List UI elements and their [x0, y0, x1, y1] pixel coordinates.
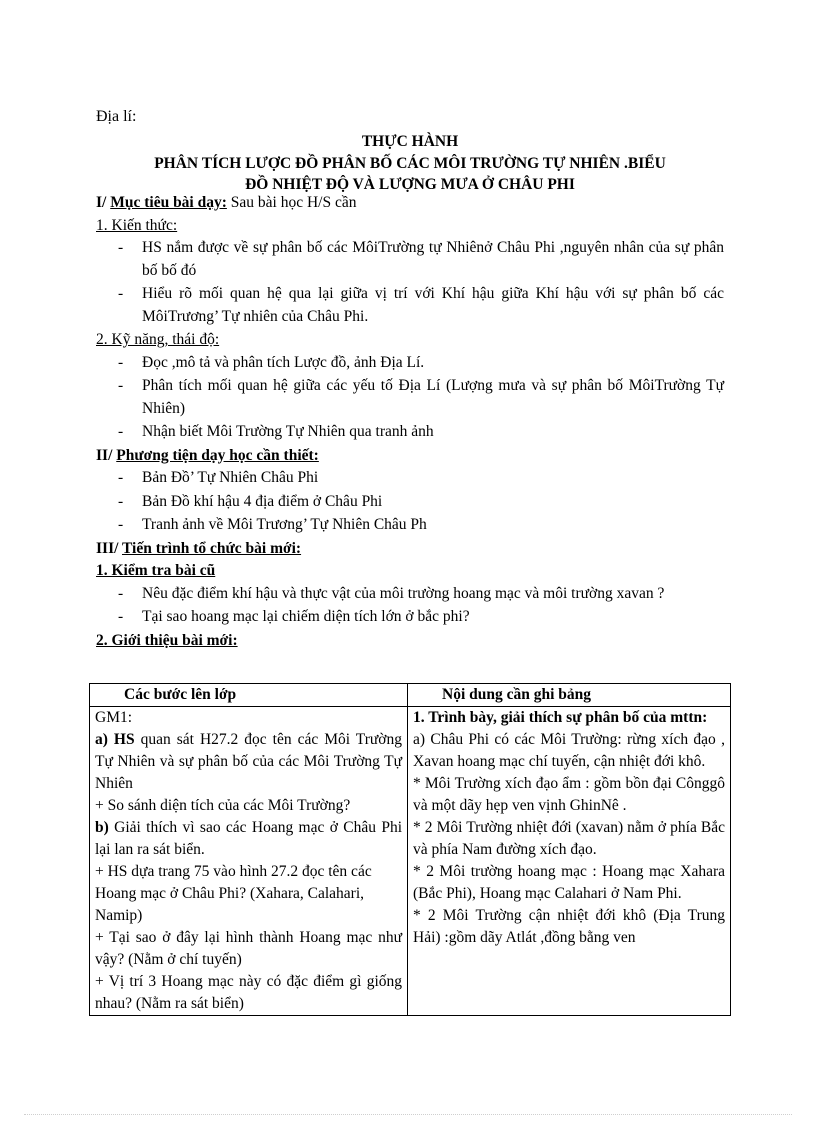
review-heading: 1. Kiểm tra bài cũ [96, 562, 216, 579]
knowledge-list [96, 237, 724, 328]
subject-label: Địa lí: [96, 108, 137, 125]
list-item: - Phân tích mối quan hệ giữa các yếu tố Địa Lí (Lượng mưa và sự phân bố MôiTrường Tự Nhiên) [118, 377, 724, 417]
intro-heading: 2. Giới thiệu bài mới: [96, 631, 238, 649]
lesson-content [96, 192, 724, 652]
section-1-heading [96, 192, 724, 215]
knowledge-heading: 1. Kiến thức: [96, 216, 178, 234]
list-item: - HS nắm được về sự phân bố các MôiTrường tự Nhiênở Châu Phi ,nguyên nhân của sự phân bố bố đó [118, 239, 724, 279]
table-row [90, 707, 731, 1016]
list-item: - Bản Đồ’ Tự Nhiên Châu Phi [118, 469, 319, 486]
content-cell: 1. Trình bày, giải thích sự phân bố của mttn: a) Châu Phi có các Môi Trường: rừng xích đạo , Xavan hoang mạc chí tuyến, cận nhiệt đới khô. * Môi Trường xích đạo ẩm : gồm bồn đại Cônggô và một dãy hẹp ven vịnh GhinNê . * 2 Môi Trường nhiệt đới (xavan) nằm ở phía Bắc và phía Nam đường xích đạo. * 2 Môi trường hoang mạc : Hoang mạc Xahara (Bắc Phi), Hoang mạc Calahari ở Nam Phi. * 2 Môi Trường cận nhiệt đới khô (Địa Trung Hải) :gồm dãy Atlát ,đồng bằng ven [408, 707, 731, 1016]
skills-list [96, 352, 724, 444]
review-list [96, 583, 724, 629]
steps-cell: GM1: a) HS quan sát H27.2 đọc tên các Môi Trường Tự Nhiên và sự phân bố của các Môi Trường Tự Nhiên + So sánh diện tích của các Môi Trường? b) Giải thích vì sao các Hoang mạc ở Châu Phi lại lan ra sát biển. + HS dựa trang 75 vào hình 27.2 đọc tên các Hoang mạc ở Châu Phi? (Xahara, Calahari, Namip) + Tại sao ở đây lại hình thành Hoang mạc như vậy? (Nằm ở chí tuyến) + Vị trí 3 Hoang mạc này có đặc điểm gì giống nhau? (Nằm ra sát biển) [90, 707, 408, 1016]
section-3-heading: III/ Tiến trình tổ chức bài mới: [96, 539, 302, 557]
list-item: - Tranh ảnh về Môi Trương’ Tự Nhiên Châu Ph [118, 516, 427, 533]
lesson-plan-table [89, 683, 731, 1016]
list-item: - Nêu đặc điểm khí hậu và thực vật của môi trường hoang mạc và môi trường xavan ? [118, 584, 665, 602]
lesson-title [96, 131, 724, 196]
list-item: - Đọc ,mô tả và phân tích Lược đồ, ảnh Địa Lí. [118, 353, 425, 371]
table-header-row [90, 684, 731, 707]
col-content-header: Nội dung cần ghi bảng [408, 684, 731, 707]
title-line-1: THỰC HÀNH [361, 133, 459, 150]
list-item: - Hiểu rõ mối quan hệ qua lại giữa vị trí với Khí hậu giữa Khí hậu với sự phân bố các MôiTrương’ Tự nhiên của Châu Phi. [118, 285, 724, 325]
title-line-3: ĐỒ NHIỆT ĐỘ VÀ LƯỢNG MƯA Ở CHÂU PHI [245, 176, 575, 193]
list-item: - Bản Đồ khí hậu 4 địa điểm ở Châu Phi [118, 492, 383, 510]
list-item: - Tại sao hoang mạc lại chiếm diện tích lớn ở bắc phi? [118, 608, 470, 625]
page-bottom-divider [24, 1114, 792, 1115]
list-item: - Nhận biết Môi Trường Tự Nhiên qua tranh ảnh [118, 423, 434, 440]
section-1-rest: Sau bài học H/S cần [226, 194, 357, 211]
section-1-prefix: I/ [96, 194, 111, 211]
col-steps-header: Các bước lên lớp [90, 684, 408, 707]
title-line-2: PHÂN TÍCH LƯỢC ĐỒ PHÂN BỐ CÁC MÔI TRƯỜNG TỰ NHIÊN .BIỂU [154, 154, 666, 172]
section-2-heading: II/ Phương tiện dạy học cần thiết: [96, 446, 319, 464]
materials-list [96, 467, 724, 537]
skills-heading: 2. Kỹ năng, thái độ: [96, 331, 220, 348]
section-1-title: Mục tiêu bài dạy: [110, 194, 227, 211]
